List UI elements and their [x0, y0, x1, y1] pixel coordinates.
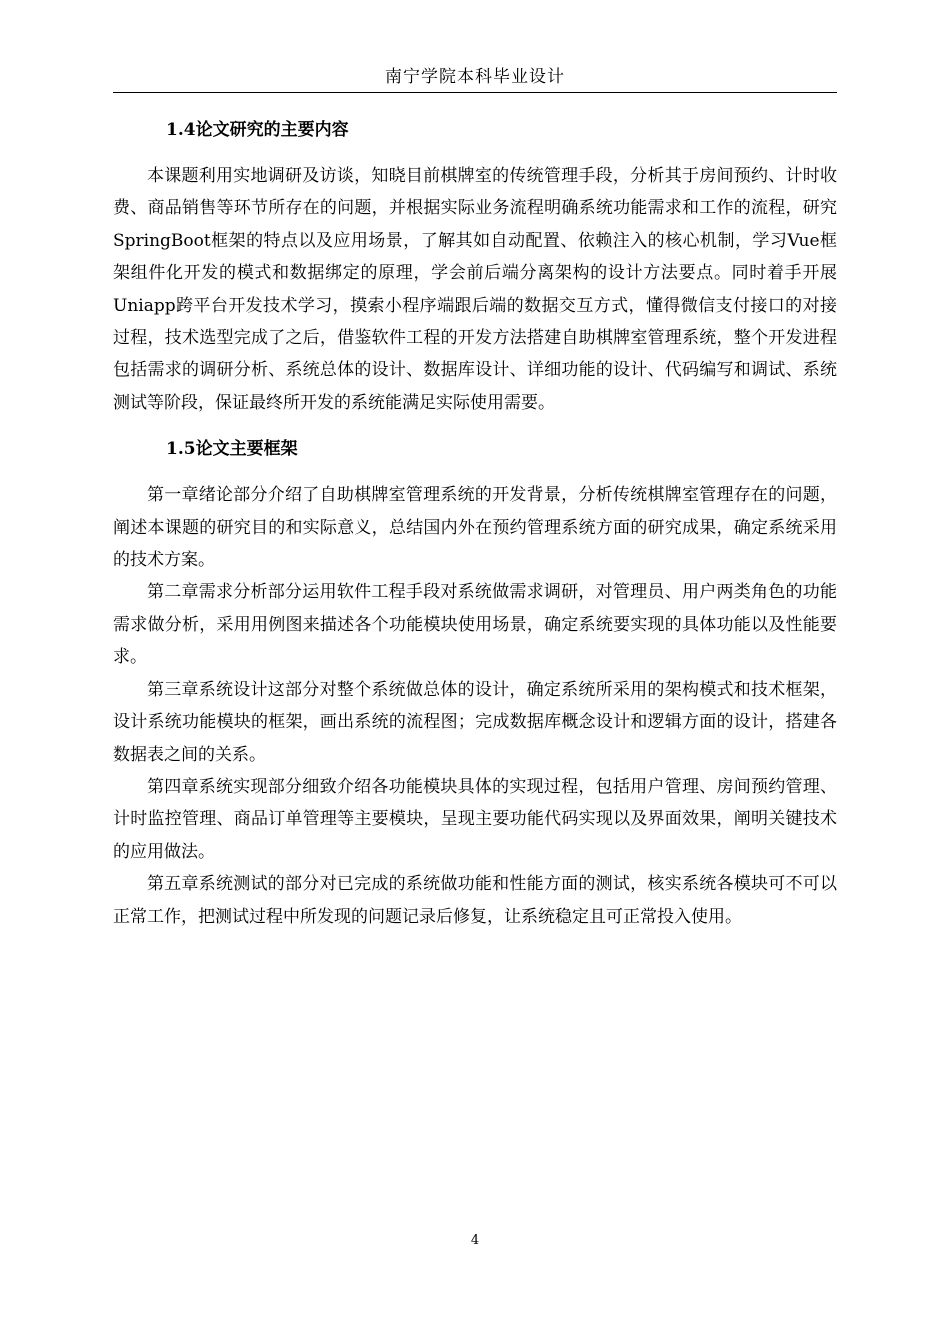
page-number: 4 [470, 1233, 480, 1248]
paragraph: 第三章系统设计这部分对整个系统做总体的设计，确定系统所采用的架构模式和技术框架，设计系统功能模块的框架，画出系统的流程图；完成数据库概念设计和逻辑方面的设计，搭建各数据表之间的关系。 [113, 679, 837, 765]
section-heading-1-4: 1.4论文研究的主要内容 [166, 120, 349, 140]
page-content [113, 114, 837, 933]
paragraph: 第一章绪论部分介绍了自助棋牌室管理系统的开发背景，分析传统棋牌室管理存在的问题，阐述本课题的研究目的和实际意义，总结国内外在预约管理系统方面的研究成果，确定系统采用的技术方案。 [113, 485, 837, 571]
section-heading-1-5: 1.5论文主要框架 [166, 439, 298, 460]
paragraph: 本课题利用实地调研及访谈，知晓目前棋牌室的传统管理手段，分析其于房间预约、计时收费、商品销售等环节所存在的问题，并根据实际业务流程明确系统功能需求和工作的流程，研究SpringBoot框架的特点以及应用场景，了解其如自动配置、依赖注入的核心机制，学习Vue框架组件化开发的模式和数据绑定的原理，学会前后端分离架构的设计方法要点。同时着手开展Uniapp跨平台开发技术学习，摸索小程序端跟后端的数据交互方式，懂得微信支付接口的对接过程，技术选型完成了之后，借鉴软件工程的开发方法搭建自助棋牌室管理系统，整个开发进程包括需求的调研分析、系统总体的设计、数据库设计、详细功能的设计、代码编写和调试、系统测试等阶段，保证最终所开发的系统能满足实际使用需要。 [113, 166, 837, 413]
paragraph: 第四章系统实现部分细致介绍各功能模块具体的实现过程，包括用户管理、房间预约管理、计时监控管理、商品订单管理等主要模块，呈现主要功能代码实现以及界面效果，阐明关键技术的应用做法。 [113, 776, 837, 862]
paragraph: 第五章系统测试的部分对已完成的系统做功能和性能方面的测试，核实系统各模块可不可以正常工作，把测试过程中所发现的问题记录后修复，让系统稳定且可正常投入使用。 [113, 874, 837, 927]
paragraph: 第二章需求分析部分运用软件工程手段对系统做需求调研，对管理员、用户两类角色的功能需求做分析，采用用例图来描述各个功能模块使用场景，确定系统要实现的具体功能以及性能要求。 [113, 582, 837, 668]
header-rule [113, 92, 837, 93]
running-header: 南宁学院本科毕业设计 [385, 67, 565, 87]
